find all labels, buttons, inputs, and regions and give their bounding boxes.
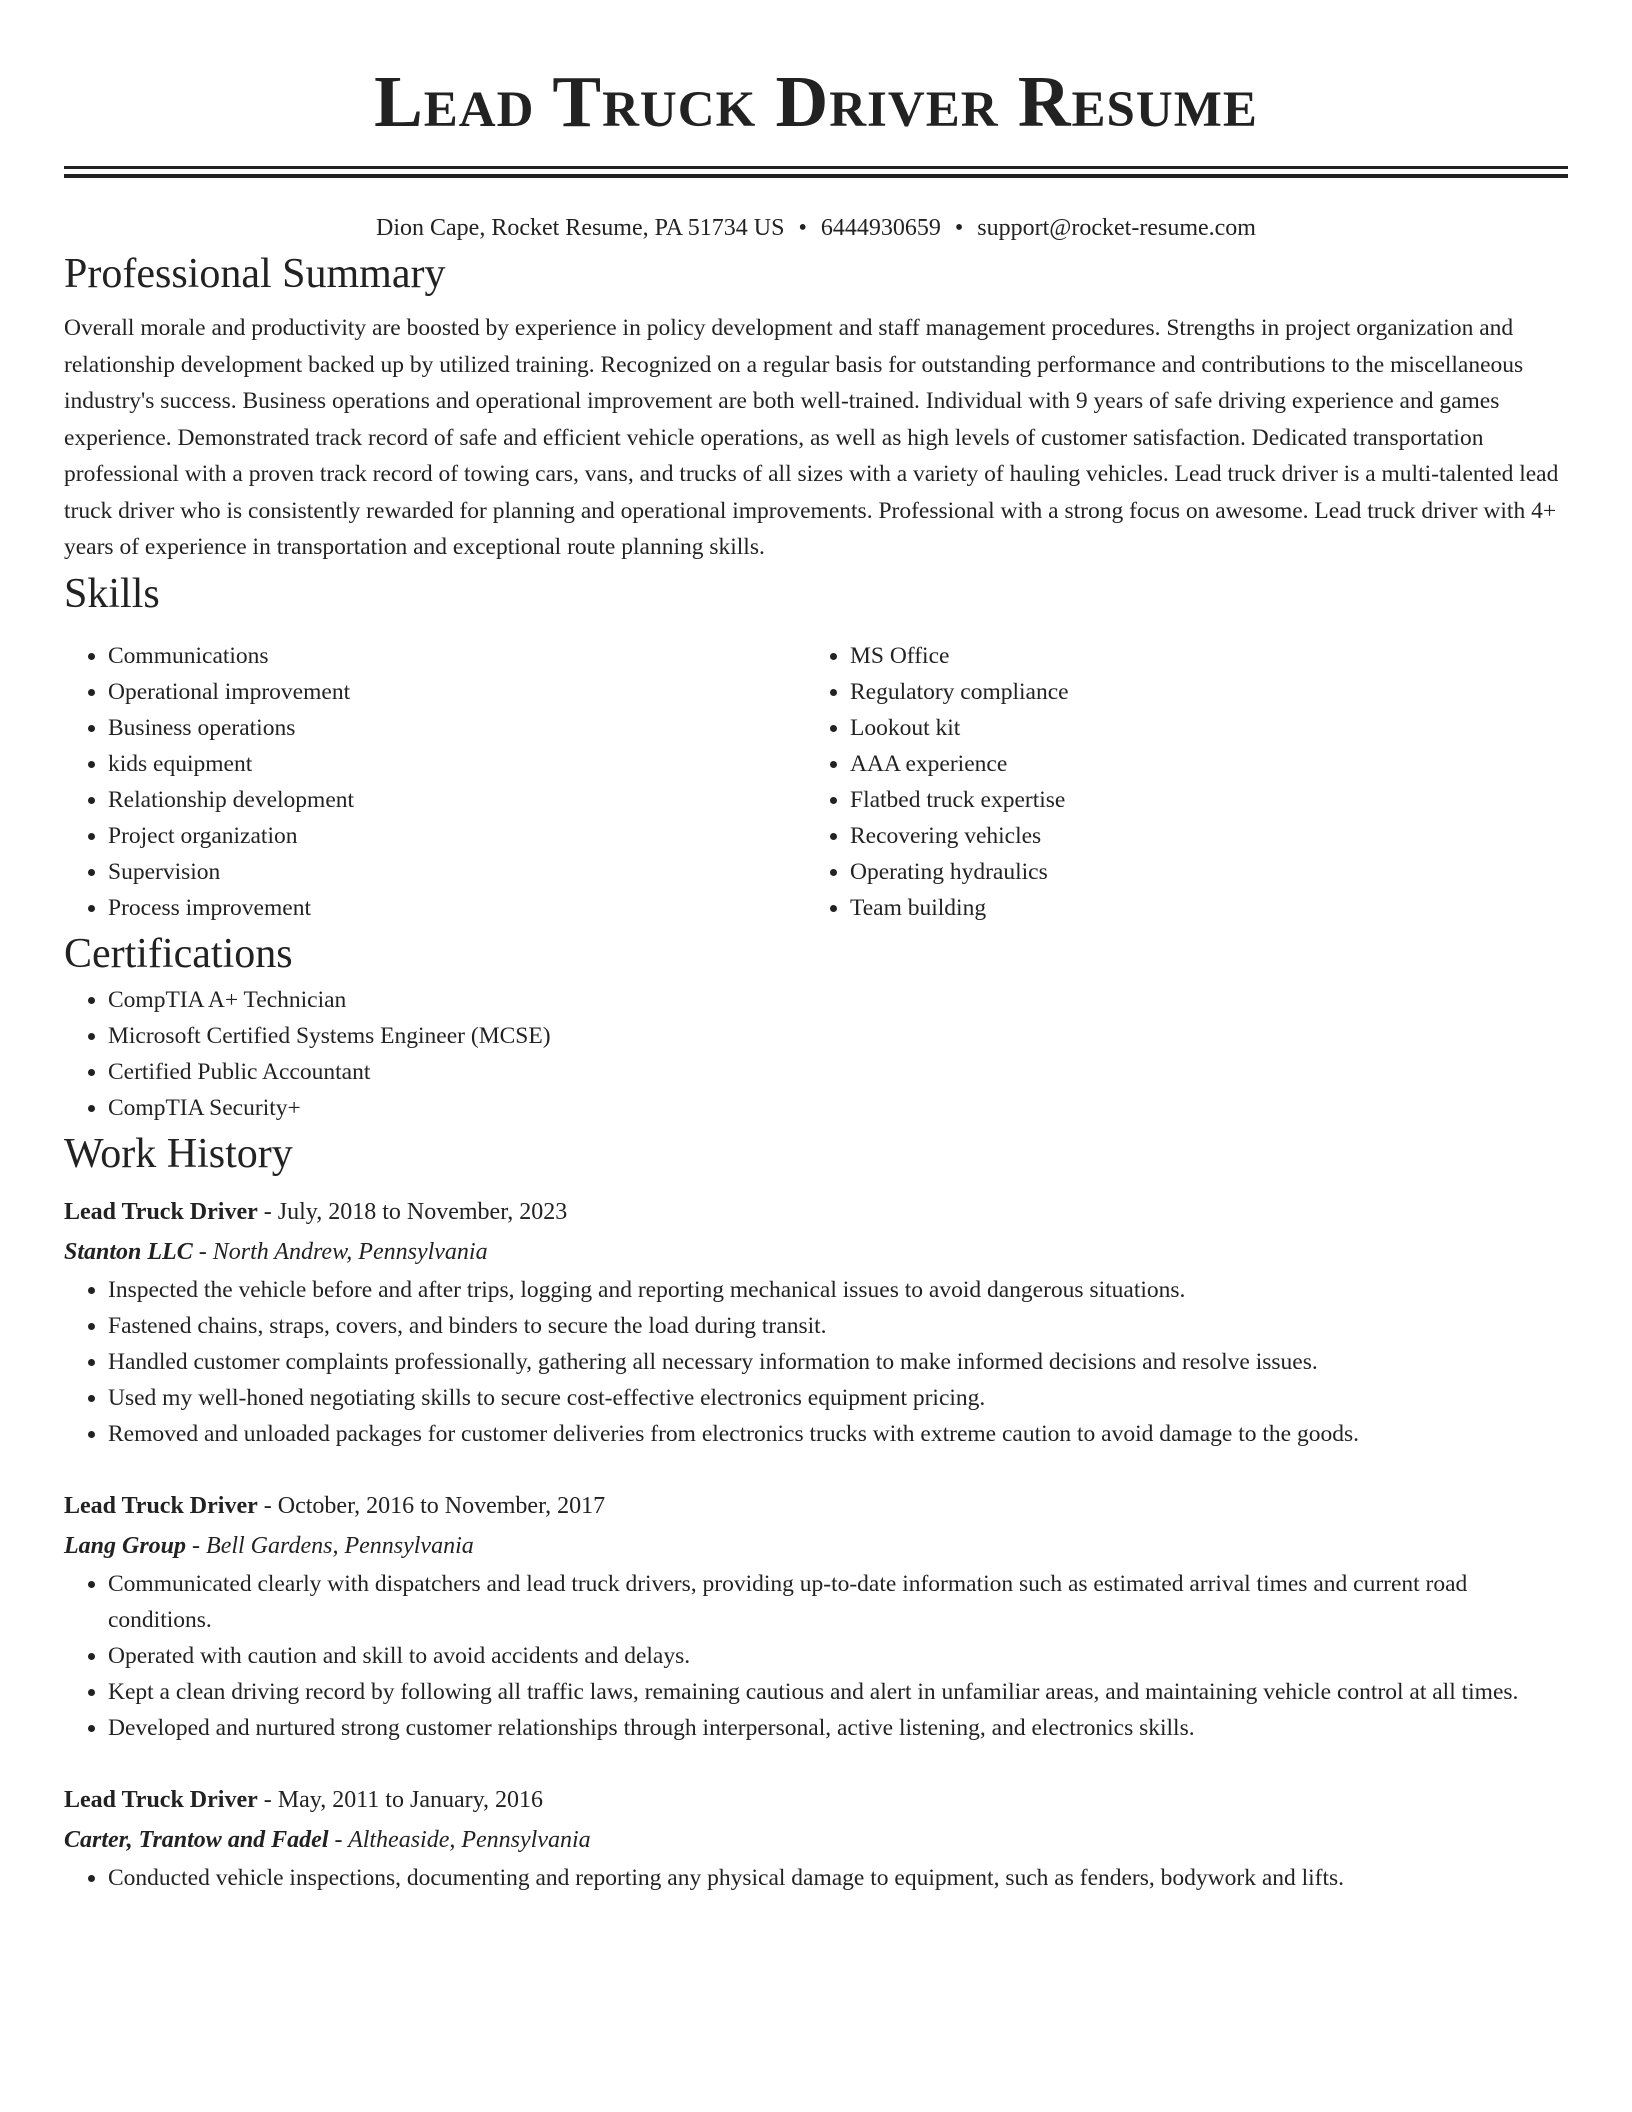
certification-item: • Microsoft Certified Systems Engineer (MCSE) [108,1018,1568,1054]
job-title: Lead Truck Driver [64,1492,258,1519]
job-location: Bell Gardens, Pennsylvania [206,1532,474,1559]
job-entry [64,1486,1568,1746]
skill-item: • AAA experience [850,746,1568,782]
job-bullet: • Conducted vehicle inspections, documenting and reporting any physical damage to equipment, such as fenders, bodywork and lifts. [108,1860,1568,1896]
certification-item: • CompTIA Security+ [108,1090,1568,1126]
job-entry [64,1780,1568,1896]
skills-grid [64,638,1568,926]
skill-item: • Operating hydraulics [850,854,1568,890]
contact-line [64,210,1568,246]
skills-list-right [806,638,1568,926]
job-bullet: • Kept a clean driving record by following all traffic laws, remaining cautious and alert in unfamiliar areas, and maintaining vehicle control at all times. [108,1674,1568,1710]
certification-item: • Certified Public Accountant [108,1054,1568,1090]
skill-item: • Process improvement [108,890,806,926]
job-company-line: Carter, Trantow and Fadel - Altheaside, Pennsylvania [64,1826,591,1853]
job-bullet: • Communicated clearly with dispatchers and lead truck drivers, providing up-to-date information such as estimated arrival times and current road conditions. [108,1566,1568,1638]
job-company: Carter, Trantow and Fadel [64,1826,329,1853]
skill-item: • Recovering vehicles [850,818,1568,854]
job-title-line: Lead Truck Driver - October, 2016 to November, 2017 [64,1492,606,1519]
skill-item: • Communications [108,638,806,674]
summary-text: Overall morale and productivity are boosted by experience in policy development and staff management procedures. Strengths in project organization and relationship development backed up by utilized training. Recognized on a regular basis for outstanding performance and contributions to the miscellaneous industry's success. Business operations and operational improvement are both well-trained. Individual with 9 years of safe driving experience and games experience. Demonstrated track record of safe and efficient vehicle operations, as well as high levels of customer satisfaction. Dedicated transportation professional with a proven track record of towing cars, vans, and trucks of all sizes with a variety of hauling vehicles. Lead truck driver is a multi-talented lead truck driver who is consistently rewarded for planning and operational improvements. Professional with a strong focus on awesome. Lead truck driver with 4+ years of experience in transportation and exceptional route planning skills. [64,315,1559,560]
job-bullets [64,1566,1568,1746]
job-entry [64,1192,1568,1452]
job-dates: October, 2016 to November, 2017 [277,1492,606,1519]
work-history-heading: Work History [64,1130,293,1177]
job-bullet: • Operated with caution and skill to avoid accidents and delays. [108,1638,1568,1674]
job-bullet: • Developed and nurtured strong customer relationships through interpersonal, active listening, and electronics skills. [108,1710,1568,1746]
skill-item: • Supervision [108,854,806,890]
job-location: North Andrew, Pennsylvania [212,1238,488,1265]
skill-item: • Project organization [108,818,806,854]
contact-address: Dion Cape, Rocket Resume, PA 51734 US [376,215,785,241]
job-dates: May, 2011 to January, 2016 [277,1786,544,1813]
skill-item: • Business operations [108,710,806,746]
job-location: Altheaside, Pennsylvania [348,1826,591,1853]
certifications-heading: Certifications [64,930,293,977]
job-company-line: Stanton LLC - North Andrew, Pennsylvania [64,1238,488,1265]
certifications-list [64,982,1568,1126]
job-bullet: • Inspected the vehicle before and after trips, logging and reporting mechanical issues to avoid dangerous situations. [108,1272,1568,1308]
skills-heading: Skills [64,570,160,617]
job-company-line: Lang Group - Bell Gardens, Pennsylvania [64,1532,474,1559]
job-bullet: • Fastened chains, straps, covers, and binders to secure the load during transit. [108,1308,1568,1344]
contact-email: support@rocket-resume.com [977,215,1256,241]
title-divider [64,166,1568,178]
job-company: Lang Group [64,1532,187,1559]
skills-list-left [64,638,806,926]
job-bullet: • Removed and unloaded packages for customer deliveries from electronics trucks with extreme caution to avoid damage to the goods. [108,1416,1568,1452]
skill-item: • Regulatory compliance [850,674,1568,710]
contact-phone: 6444930659 [820,215,941,241]
skill-item: • Lookout kit [850,710,1568,746]
contact-separator: • [798,215,807,241]
skill-item: • MS Office [850,638,1568,674]
resume-title: Lead Truck Driver Resume [374,61,1258,142]
job-bullets [64,1272,1568,1452]
job-bullet: • Used my well-honed negotiating skills to secure cost-effective electronics equipment pricing. [108,1380,1568,1416]
job-title: Lead Truck Driver [64,1198,258,1225]
job-company: Stanton LLC [64,1238,193,1265]
job-title-line: Lead Truck Driver - July, 2018 to November, 2023 [64,1198,568,1225]
skill-item: • Flatbed truck expertise [850,782,1568,818]
job-title: Lead Truck Driver [64,1786,258,1813]
job-dates: July, 2018 to November, 2023 [277,1198,568,1225]
job-title-line: Lead Truck Driver - May, 2011 to January, 2016 [64,1786,544,1813]
job-bullets [64,1860,1568,1896]
contact-separator: • [954,215,964,241]
skill-item: • kids equipment [108,746,806,782]
certification-item: • CompTIA A+ Technician [108,982,1568,1018]
skill-item: • Relationship development [108,782,806,818]
skill-item: • Operational improvement [108,674,806,710]
skill-item: • Team building [850,890,1568,926]
summary-heading: Professional Summary [64,251,446,297]
job-bullet: • Handled customer complaints professionally, gathering all necessary information to make informed decisions and resolve issues. [108,1344,1568,1380]
